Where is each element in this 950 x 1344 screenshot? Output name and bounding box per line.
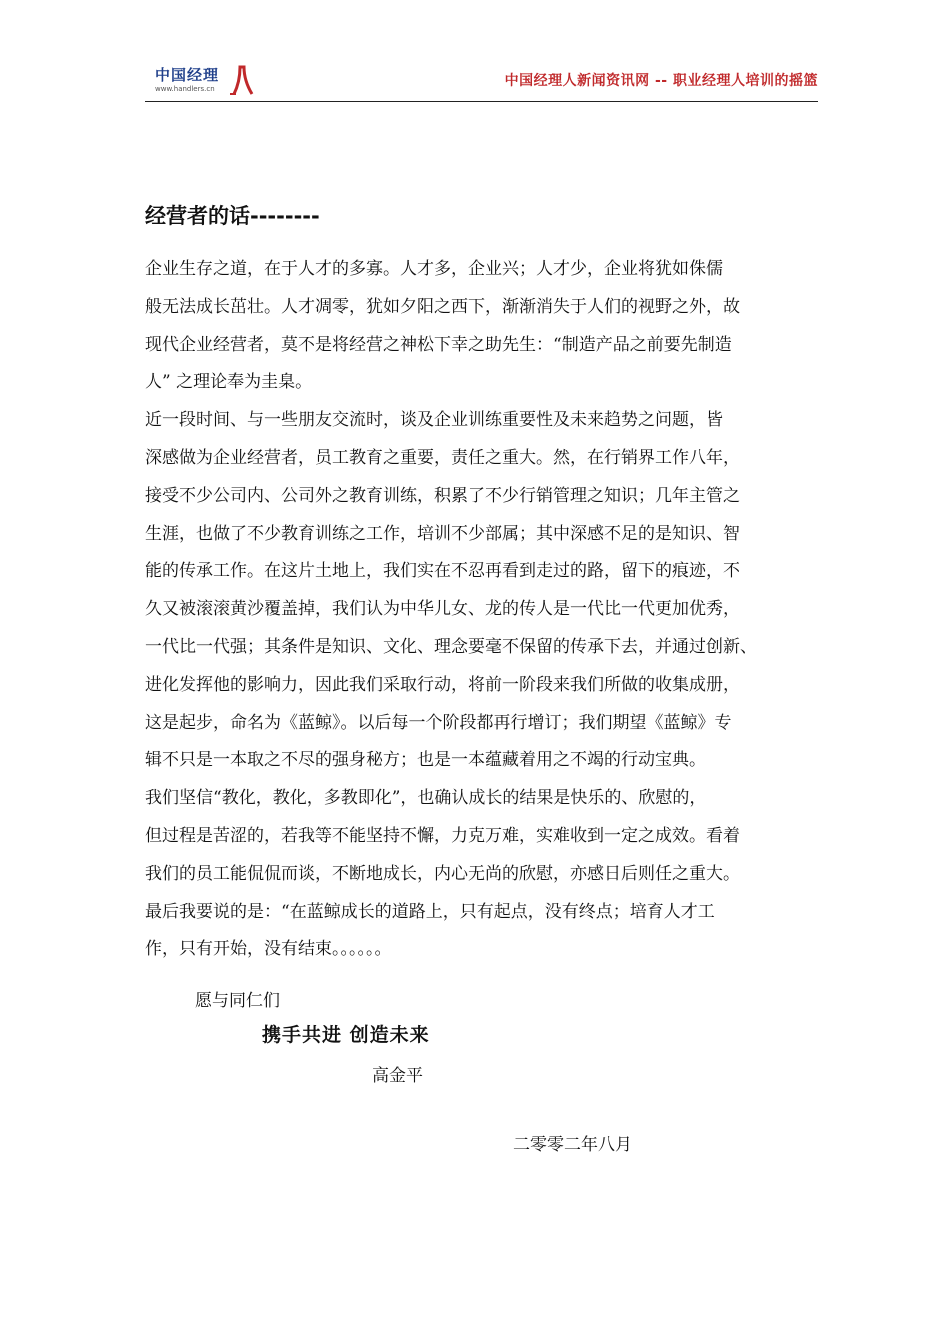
logo-mark-icon bbox=[228, 64, 256, 98]
body-line: 深感做为企业经营者，员工教育之重要，责任之重大。然，在行销界工作八年， bbox=[145, 447, 740, 468]
body-line: 我们坚信“教化，教化，多教即化”，也确认成长的结果是快乐的、欣慰的， bbox=[145, 788, 707, 809]
body-text bbox=[145, 251, 825, 969]
body-line: 我们的员工能侃侃而谈，不断地成长，内心无尚的欣慰，亦感日后则任之重大。 bbox=[145, 863, 740, 884]
body-line: 能的传承工作。在这片土地上，我们实在不忍再看到走过的路，留下的痕迹，不 bbox=[145, 561, 740, 582]
body-line: 现代企业经营者，莫不是将经营之神松下幸之助先生：“制造产品之前要先制造 bbox=[145, 334, 732, 355]
body-line: 人” 之理论奉为圭臬。 bbox=[145, 372, 313, 393]
body-line: 近一段时间、与一些朋友交流时，谈及企业训练重要性及未来趋势之问题，皆 bbox=[145, 410, 723, 431]
body-line: 接受不少公司内、公司外之教育训练，积累了不少行销管理之知识；几年主管之 bbox=[145, 485, 740, 506]
date-line: 二零零二年八月 bbox=[513, 1135, 632, 1155]
logo-text: 中国经理 bbox=[155, 66, 220, 84]
body-line: 久又被滚滚黄沙覆盖掉，我们认为中华儿女、龙的传人是一代比一代更加优秀， bbox=[145, 599, 740, 620]
body-line: 作，只有开始，没有结束。。。。。。 bbox=[145, 939, 392, 960]
body-line: 进化发挥他的影响力，因此我们采取行动，将前一阶段来我们所做的收集成册， bbox=[145, 674, 740, 695]
body-line: 但过程是苦涩的，若我等不能坚持不懈，力克万难，实难收到一定之成效。看着 bbox=[145, 825, 740, 846]
body-line: 企业生存之道，在于人才的多寡。人才多，企业兴；人才少，企业将犹如侏儒 bbox=[145, 259, 723, 279]
body-line: 一代比一代强；其条件是知识、文化、理念要毫不保留的传承下去，并通过创新、 bbox=[145, 636, 757, 657]
author-name: 高金平 bbox=[372, 1066, 423, 1086]
body-line: 这是起步，命名为《蓝鲸》。以后每一个阶段都再行增订；我们期望《蓝鲸》专 bbox=[145, 712, 732, 733]
body-line: 最后我要说的是：“在蓝鲸成长的道路上，只有起点，没有终点；培育人才工 bbox=[145, 901, 715, 922]
body-line: 生涯，也做了不少教育训练之工作，培训不少部属；其中深感不足的是知识、智 bbox=[145, 523, 740, 544]
logo bbox=[155, 64, 255, 100]
page-header bbox=[145, 62, 818, 104]
logo-url: www.handlers.cn bbox=[155, 85, 215, 93]
closing-line: 愿与同仁们 bbox=[195, 991, 280, 1011]
body-line: 般无法成长茁壮。人才凋零，犹如夕阳之西下，渐渐消失于人们的视野之外，故 bbox=[145, 296, 740, 317]
page-title: 经营者的话-------- bbox=[145, 204, 320, 228]
site-tagline: 中国经理人新闻资讯网 -- 职业经理人培训的摇篮 bbox=[504, 73, 818, 89]
slogan: 携手共进 创造未来 bbox=[262, 1024, 430, 1046]
header-divider bbox=[145, 101, 818, 102]
body-line: 辑不只是一本取之不尽的强身秘方；也是一本蕴藏着用之不竭的行动宝典。 bbox=[145, 750, 706, 771]
